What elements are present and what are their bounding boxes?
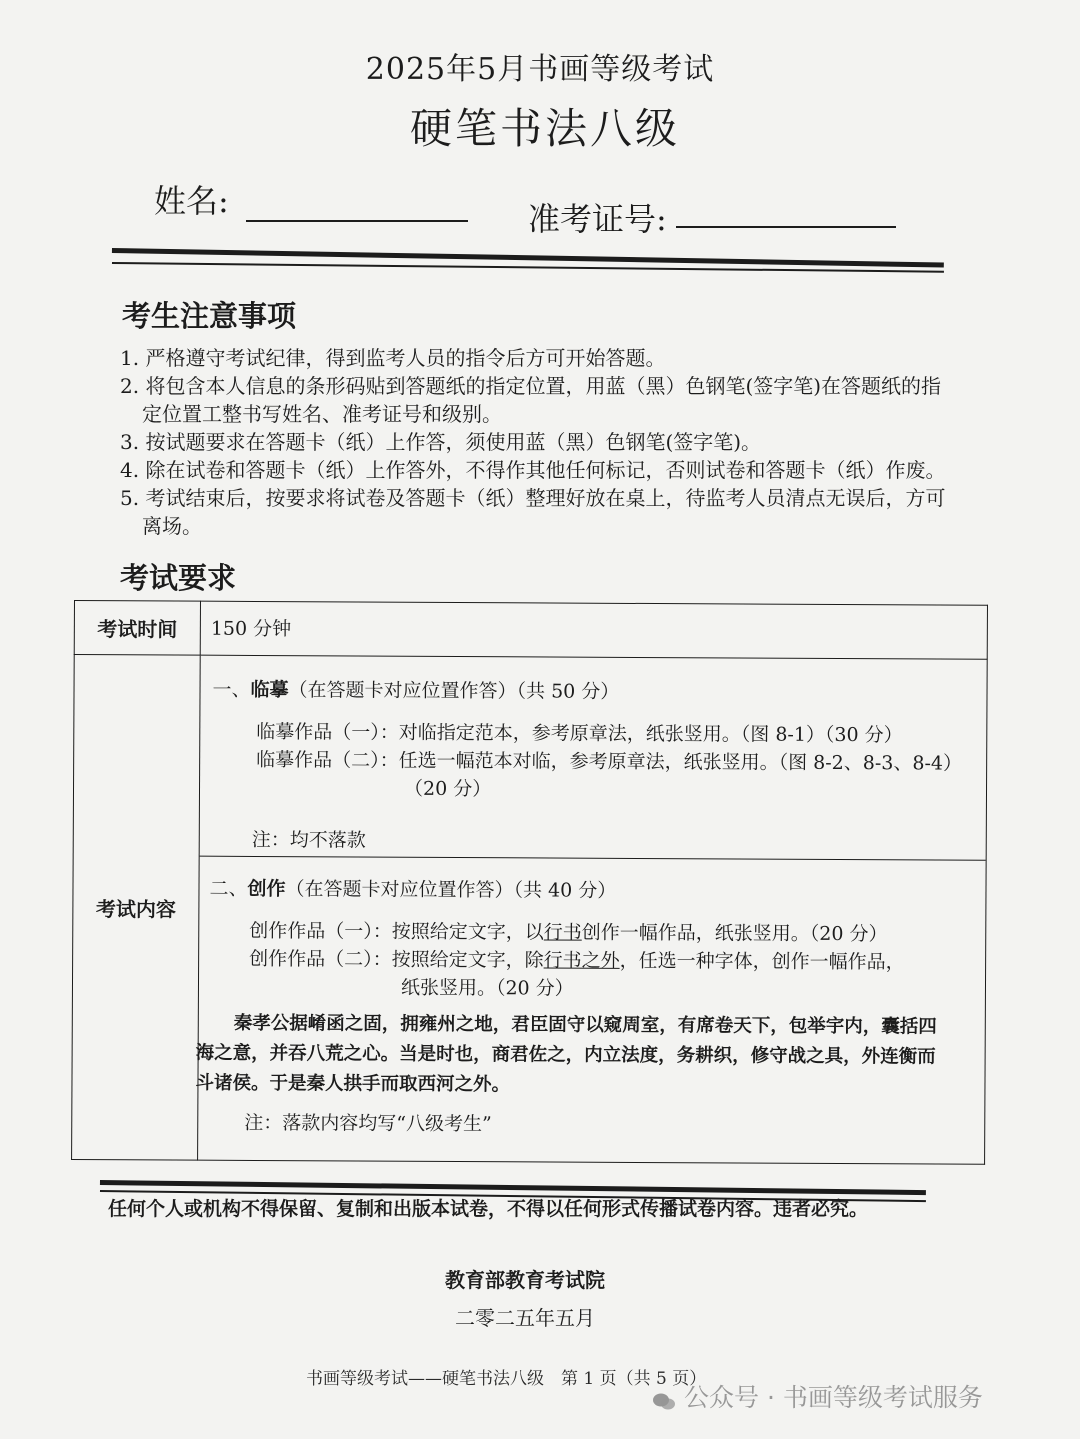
notice-item-2-cont: 定位置工整书写姓名、准考证号和级别。 <box>142 402 502 426</box>
time-value-cell <box>200 601 987 659</box>
part2-line1-b: 创作一幅作品，纸张竖用。（20 分） <box>581 921 888 946</box>
part2-line2-a: 创作作品（二）：按照给定文字，除 <box>249 947 544 972</box>
part1-body <box>256 718 986 806</box>
content-label: 考试内容 <box>95 896 176 922</box>
page-info: 书画等级考试——硬笔书法八级 第 1 页（共 5 页） <box>306 1369 707 1389</box>
part2-line1-underlined: 行书 <box>543 921 582 944</box>
passage-line-2: 海之意，并吞八荒之心。当是时也，商君佐之，内立法度，务耕织，修守战之具，外连衡而 <box>195 1042 936 1068</box>
notice-item-4: 4. 除在试卷和答题卡（纸）上作答外，不得作其他任何标记，否则试卷和答题卡（纸）作废。 <box>120 458 946 482</box>
time-label-cell <box>74 601 200 656</box>
part2-body <box>249 917 989 1005</box>
part2-line2-underlined: 行书之外 <box>543 949 620 972</box>
issuing-organization: 教育部教育考试院 <box>445 1268 605 1292</box>
name-label: 姓名: <box>154 182 229 220</box>
copyright-warning: 任何个人或机构不得保留、复制和出版本试卷，不得以任何形式传播试卷内容。违者必究。 <box>108 1198 869 1220</box>
notice-item-1: 1. 严格遵守考试纪律，得到监考人员的指令后方可开始答题。 <box>120 346 666 370</box>
part1-line3: （20 分） <box>403 777 492 801</box>
watermark-text: 公众号 · 书画等级考试服务 <box>684 1383 983 1412</box>
name-blank[interactable] <box>246 220 468 222</box>
part1-note: 注：均不落款 <box>251 828 366 852</box>
part1-desc: （在答题卡对应位置作答）（共 50 分） <box>288 679 620 703</box>
part1-line1: 临摹作品（一）：对临指定范本，参考原章法，纸张竖用。（图 8-1）（30 分） <box>256 720 903 747</box>
content-cell <box>195 655 988 1164</box>
exam-title: 2025年5月书画等级考试 <box>365 52 715 87</box>
passage-line-3: 斗诸侯。于是秦人拱手而取西河之外。 <box>195 1072 511 1096</box>
part2-line2-b: ，任选一种字体，创作一幅作品， <box>619 949 905 974</box>
requirements-table <box>71 600 988 1165</box>
part2-prefix: 二、 <box>209 877 248 900</box>
part2-section <box>195 857 986 1161</box>
notice-item-2: 2. 将包含本人信息的条形码贴到答题纸的指定位置，用蓝（黑）色钢笔(签字笔)在答题纸的指 <box>120 374 942 398</box>
part2-line1 <box>249 917 989 949</box>
requirements-title: 考试要求 <box>120 561 237 595</box>
part2-line1-a: 创作作品（一）：按照给定文字，以 <box>249 919 544 944</box>
wechat-icon <box>652 1389 676 1409</box>
part2-heading <box>209 875 616 905</box>
part2-name: 创作 <box>247 877 286 901</box>
notice-list <box>120 344 980 540</box>
subject-title: 硬笔书法八级 <box>409 104 680 153</box>
part2-passage <box>195 1009 981 1103</box>
watermark <box>652 1378 983 1414</box>
notice-item-3: 3. 按试题要求在答题卡（纸）上作答，须使用蓝（黑）色钢笔(签字笔)。 <box>120 430 762 454</box>
candidate-id-blank[interactable] <box>676 226 896 228</box>
time-label: 考试时间 <box>97 617 178 642</box>
part1-line2: 临摹作品（二）：任选一幅范本对临，参考原章法，纸张竖用。（图 8-2、8-3、8-4） <box>256 748 963 775</box>
part1-heading <box>212 676 619 706</box>
part1-prefix: 一、 <box>212 678 251 701</box>
notice-item-5-cont: 离场。 <box>142 514 202 538</box>
time-value: 150 分钟 <box>210 617 292 640</box>
candidate-id-label: 准考证号: <box>528 200 667 238</box>
part1-section <box>200 656 987 861</box>
passage-line-1: 秦孝公据崤函之固，拥雍州之地，君臣固守以窥周室，有席卷天下，包举宇内，囊括四 <box>233 1012 937 1038</box>
part1-name: 临摹 <box>250 678 289 702</box>
issue-date: 二零二五年五月 <box>455 1306 595 1330</box>
part2-line3: 纸张竖用。（20 分） <box>400 976 574 1000</box>
notice-title: 考生注意事项 <box>122 299 297 333</box>
part2-line2 <box>249 945 989 977</box>
part2-note: 注：落款内容均写“八级考生” <box>244 1111 492 1136</box>
part2-desc: （在答题卡对应位置作答）（共 40 分） <box>285 878 617 902</box>
content-label-cell <box>72 655 201 1161</box>
notice-item-5: 5. 考试结束后，按要求将试卷及答题卡（纸）整理好放在桌上，待监考人员清点无误后，方可 <box>120 486 946 510</box>
